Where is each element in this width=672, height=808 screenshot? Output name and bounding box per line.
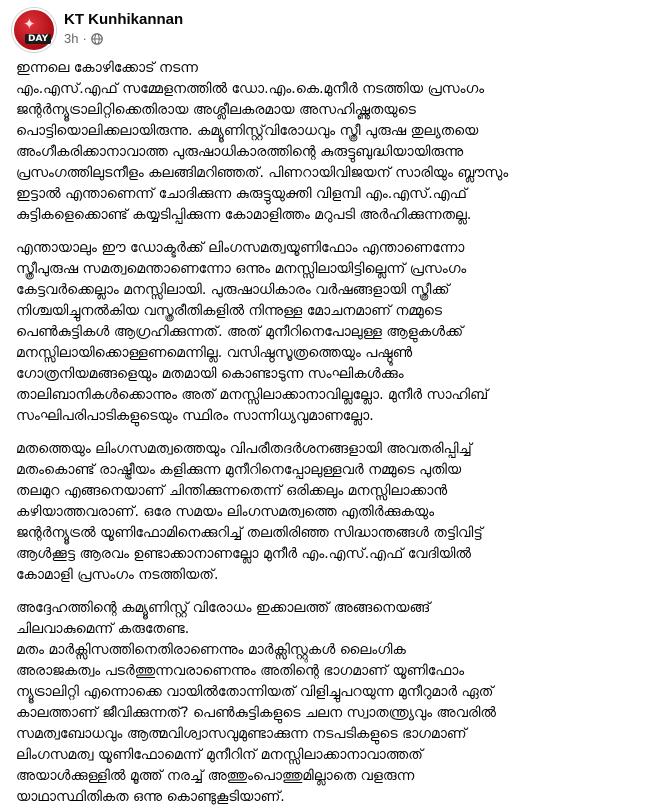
post-text-line: അംഗീകരിക്കാനാവാത്ത പുരുഷാധികാരത്തിന്റെ കുരുട്ടുബുദ്ധിയായിരുന്നു [16,144,464,160]
post-paragraph [16,439,650,586]
post-text-line: നിശ്ചയിച്ചുനൽകിയ വസ്ത്രരീതികളിൽ നിന്നുള്ള മോചനമാണ് നമ്മുടെ [16,303,442,319]
post-paragraph [16,598,650,808]
post-time[interactable]: 3h [64,31,79,46]
post-text-line: ചിലവാകുമെന്ന് കരുതേണ്ട. [16,621,190,637]
post-text-line: താലിബാനികൾക്കൊന്നും അത് മനസ്സിലാക്കാനാവില്ലല്ലോ. മുനീർ സാഹിബ് [16,387,489,403]
post-text-line: കുട്ടികളെക്കൊണ്ട് കയ്യടിപ്പിക്കുന്ന കോമാളിത്തം മറുപടി അർഹിക്കുന്നതല്ല. [16,207,472,223]
post-meta [64,8,183,46]
post-text-line: സമത്വബോധവും ആത്മവിശ്വാസവുമുണ്ടാക്കുന്ന നടപടികളുടെ ഭാഗമാണ് [16,726,467,742]
post-text-line: ഗോത്രനിയമങ്ങളെയും മതമായി കൊണ്ടാടുന്ന സംഘികൾക്കും [16,366,404,382]
post-text-line: ഇട്ടാൽ എന്താണെന്ന് ചോദിക്കുന്ന കുരുട്ടുയുക്തി വിളമ്പി എം.എസ്.എഫ് [16,186,467,202]
post-subline [64,31,183,46]
post-body [12,58,660,808]
post-text-line: അരാജകത്വം പടർത്തുന്നവരാണെന്നും അതിന്റെ ഭാഗമാണ് യൂണിഫോം [16,663,465,679]
post-text-line: സംഘിപരിപാടികളുടെയും സ്ഥിരം സാന്നിധ്യവുമാണല്ലോ. [16,408,374,424]
post-text-line: ഇന്നലെ കോഴിക്കോട് നടന്ന [16,60,198,76]
post-text-line: പെൺകുട്ടികൾ ആഗ്രഹിക്കുന്നത്. അത് മുനീറിനെപോലുള്ള ആളുകൾക്ക് [16,324,464,340]
post-header [12,0,660,58]
avatar-badge: DAY [25,34,51,44]
post-text-line: സ്ത്രീപുരുഷ സമത്വമെന്താണെന്നോ ഒന്നും മനസ്സിലായിട്ടില്ലെന്ന് പ്രസംഗം [16,261,467,277]
post-text-line: ജന്റർന്യൂട്രൽ യൂണിഫോമിനെക്കുറിച്ച് തലതിരിഞ്ഞ സിദ്ധാന്തങ്ങൾ തട്ടിവിട്ട് [16,525,483,541]
post-text-line: ലിംഗസമത്വ യൂണിഫോമെന്ന് മുനീറിന് മനസ്സിലാക്കാനാവാത്തത് [16,747,423,763]
post-text-line: മതത്തെയും ലിംഗസമത്വത്തെയും വിപരീതദർശനങ്ങളായി അവതരിപ്പിച്ച് [16,441,472,457]
meta-separator: · [82,31,87,46]
post-text-line: ജന്റർന്യൂട്രാലിറ്റിക്കെതിരായ അശ്ലീലകരമായ അസഹിഷ്ണുതയുടെ [16,102,416,118]
post-text-line: കഴിയാത്തവരാണ്. ഒരേ സമയം ലിംഗസമത്വത്തെ എതിർക്കുകയും [16,504,435,520]
post-paragraph [16,238,650,427]
author-name[interactable]: KT Kunhikannan [64,11,184,28]
post-text-line: പ്രസംഗത്തിലുടനീളം കലങ്ങിമറിഞ്ഞത്. പിണറായിവിജയന് സാരിയും ബ്ലൗസും [16,165,509,181]
post-text-line: കേട്ടവർക്കെല്ലാം മനസ്സിലായി. പുരുഷാധികാരം വർഷങ്ങളായി സ്ത്രീക്ക് [16,282,450,298]
post-text-line: മനസ്സിലായിക്കൊള്ളണമെന്നില്ല. വസിഷ്ഠസൂത്രത്തെയും പഷ്ഠൂൺ [16,345,413,361]
globe-icon[interactable] [91,33,103,45]
post-text-line: കാലത്താണ് ജീവിക്കുന്നത്? പെൺകുട്ടികളുടെ ചലന സ്വാതന്ത്ര്യവും അവരിൽ [16,705,496,721]
post-text-line: അദ്ദേഹത്തിന്റെ കമ്യൂണിസ്റ്റ് വിരോധം ഇക്കാലത്ത് അങ്ങനെയങ്ങ് [16,600,431,616]
post-text-line: എം.എസ്.എഫ് സമ്മേളനത്തിൽ ഡോ.എം.കെ.മുനീർ നടത്തിയ പ്രസംഗം [16,81,485,97]
post-text-line: പൊട്ടിയൊലിക്കലായിരുന്നു. കമ്യൂണിസ്റ്റ്‌വിരോധവും സ്ത്രീ പുരുഷ തുല്യതയെ [16,123,479,139]
post-paragraph [16,58,650,226]
post-text-line: തലമുറ എങ്ങനെയാണ് ചിന്തിക്കുന്നതെന്ന് ഒരിക്കലും മനസ്സിലാക്കാൻ [16,483,448,499]
avatar[interactable] [12,8,56,52]
post-text-line: ന്യൂട്രാലിറ്റി എന്നൊക്കെ വായിൽതോന്നിയത് വിളിച്ചുപറയുന്ന മുനീറുമാർ ഏത് [16,684,494,700]
post-text-line: ആൾക്കൂട്ട ആരവം ഉണ്ടാക്കാനാണല്ലോ മുനീർ എം.എസ്.എഫ് വേദിയിൽ [16,546,471,562]
post-text-line: അയാൾക്കുള്ളിൽ മൂത്ത് നരച്ച് അത്തുംപൊത്തുമില്ലാതെ വളരുന്ന [16,768,415,784]
post-text-line: മതം മാർക്സിസത്തിനെതിരാണെന്നും മാർക്സിസ്റ്റുകൾ ലൈംഗിക [16,642,406,658]
post-text-line: എന്തായാലും ഈ ഡോക്ടർക്ക് ലിംഗസമത്വയൂണിഫോം എന്താണെന്നോ [16,240,465,256]
post-text-line: യാഥാസ്ഥിതികത ഒന്നു കൊണ്ടുകൂടിയാണ്. [16,789,285,805]
avatar-emblem: ✦ [23,15,36,33]
post-text-line: മതംകൊണ്ട് രാഷ്ട്രീയം കളിക്കുന്ന മുനീറിനെപ്പോലുള്ളവർ നമ്മുടെ പുതിയ [16,462,462,478]
post-text-line: കോമാളി പ്രസംഗം നടത്തിയത്. [16,567,219,583]
